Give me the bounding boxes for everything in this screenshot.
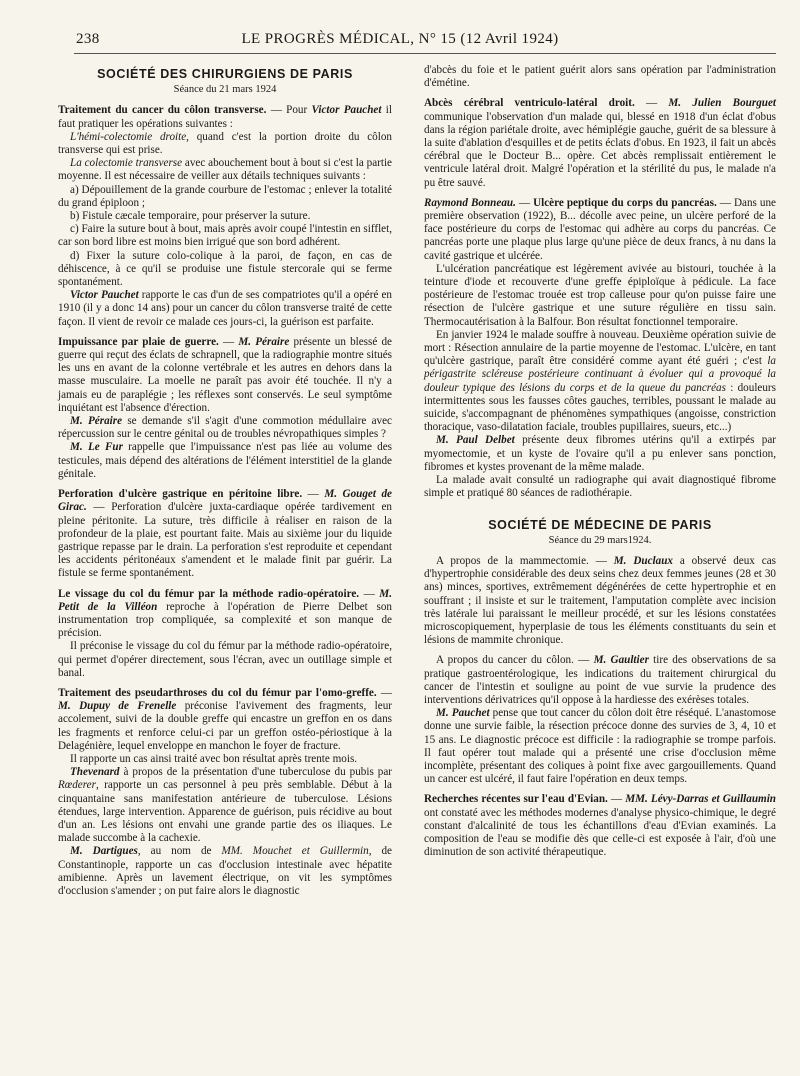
paragraph: L'ulcération pancréatique est légèrement avivée au bistouri, touchée à la teinture d'iode et recouverte d'une greffe épiploïque à pédicule. La face postérieure de l'estomac trouée est trop calleuse pour qu'on puisse faire une résection de l'ulcère gastrique et une suture régulière en tissu sain. Thermocautérisation à la Balfour. Bon résultat fonctionnel temporaire. [424,262,776,328]
session-date: Séance du 29 mars1924. [548,534,652,546]
paragraph-text: pense que tout cancer du côlon doit être réséqué. L'anastomose donne une survie faible, la résection précoce donne des survies de 3, 4, 10 et 15 ans. Le diagnostic précoce est difficile : la radiographie se trompe parfois. Il faut opérer tout malade qui a présenté une crise d'occlusion même incomplète, présentant des coliques à point fixe avec gargouillements. Quand un cancer est ulcéré, il faut faire l'opération en deux temps. [424,707,776,786]
paragraph-text: a observé deux cas d'hypertrophie considérable des deux seins chez deux femmes jeunes (28 et 30 ans) minces, sportives, extrêmement dégénérées de cette hypertrophie et en souffrant ; il insiste et sur le traitement, l'amputation complète avec incision très latérale lui paraissant le meilleur procédé, et sur les lésions constatées microscopiquement, hyperplasie de tous les éléments constituants du sein et lésions de mammite chronique. [424,554,776,647]
paragraph-text: rappelle que l'impuissance n'est pas liée au volume des testicules, mais dépend des altérations de l'élément interstitiel de la glande génitale. [58,441,392,480]
paragraph-text: tire des observations de sa pratique gastroentérologique, les indications du traitement chirurgical du cancer de l'intestin et souligne au point de vue survie la prudence des interventions dérivatrices qu'il oppose à la hardiesse des exérèses totales. [424,654,776,706]
separator: — [302,488,325,501]
session-date: Séance du 21 mars 1924 [173,84,277,96]
author-name: M. Dartigues [70,845,138,858]
paragraph [58,289,392,329]
page-number: 238 [76,31,100,47]
author-name: Rœderer [58,779,96,792]
paragraph-text: — Perforation d'ulcère juxta-cardiaque opérée tardivement en pleine péritonite. La suture, très difficile à réaliser en raison de la profondeur de la plaie, est pourtant faite. Mais au sixième jour du liquide gastrique repasse par le drain. La perforation s'est reproduite et cependant les accidents péritonéaux s'amendent et le malade finit par guérir. La fistule se ferme spontanément. [58,501,392,580]
paragraph-text: : douleurs intermittentes sous les fausses côtes gauches, terribles, poussant le malade au suicide, s'accompagnant de phénomènes sympathiques (angoisse, constriction thoracique, vaso-dilatation faciale, troubles pupillaires, sueurs, etc...) [424,381,776,434]
author-name: M. Petit de la Villéon [58,587,392,613]
italic-passage: la périgastrite scléreuse postérieure continuant à évoluer qui a provoqué la douleur typique des lésions du corps et de la queue du pancréas [424,355,776,394]
right-column [424,64,776,859]
paragraph-text: rapporte le cas d'un de ses compatriotes qu'il a opéré en 1910 (il y a donc 14 ans) pour un cancer du côlon transverse traité de cette façon. Il vient de revoir ce malade ces jours-ci, la guérison est parfaite. [58,289,392,328]
article-title: Le vissage du col du fémur par la méthode radio-opératoire. [58,587,360,600]
separator: — [588,554,614,567]
running-title: LE PROGRÈS MÉDICAL, N° 15 (12 Avril 1924) [241,31,559,47]
article-title: Traitement du cancer du côlon transverse. [58,104,267,117]
paragraph: Il rapporte un cas ainsi traité avec bon résultat après trente mois. [70,752,358,765]
paragraph-text: présente deux fibromes utérins qu'il a extirpés par myomectomie, et un kyste de l'ovaire qu'il a pu enlever sans ponction, fibromes et kystes provenant de la même malade. [424,434,776,473]
author-name: Thevenard [70,766,120,779]
author-name: Raymond Bonneau. [424,196,516,209]
header-rule [74,53,776,54]
paragraph [58,157,392,183]
separator: — [634,97,669,110]
paragraph [58,131,392,157]
article-abces-cerebral [424,97,776,189]
list-item: c) Faire la suture bout à bout, mais après avoir coupé l'intestin en sifflet, car son bord libre est moins bien irrigué que son bord adhérent. [58,223,392,249]
author-name: M. Duclaux [613,554,673,567]
article-title: Recherches récentes sur l'eau d'Evian. [424,793,608,806]
article-impuissance [58,336,392,415]
author-name: M. Gouget de Girac. [58,488,392,514]
article-vissage-col-femur [58,588,392,641]
author-name: Victor Pauchet [311,104,382,117]
society-heading: SOCIÉTÉ DE MÉDECINE DE PARIS [488,517,712,532]
article-cancer-colon [58,104,392,130]
article-title: Ulcère peptique du corps du pancréas. [533,196,717,209]
list-item: b) Fistule cæcale temporaire, pour préserver la suture. [70,210,311,223]
article-title: A propos du cancer du côlon. [436,654,574,667]
paragraph-text: , au nom de [137,845,222,858]
paragraph [424,707,776,786]
paragraph-text: avec abouchement bout à bout si c'est la partie moyenne. Il est nécessaire de veiller aux détails techniques suivants : [58,157,393,183]
author-name: M. Péraire [238,335,290,348]
separator: — [376,686,392,699]
article-title: Impuissance par plaie de guerre. [58,335,219,348]
separator: — Pour [266,104,312,117]
paragraph-text: se demande s'il s'agit d'une commotion médullaire avec répercussion sur le centre génital ou de troubles névropathiques simples ? [58,415,392,441]
paragraph [58,415,392,441]
paragraph-text: à propos de la présentation d'une tuberculose du pubis par [119,766,392,779]
separator: — [218,335,239,348]
paragraph-text: communique l'observation d'un malade qui, blessé en 1918 d'un éclat d'obus dans la région pariétale droite, avec hémiplégie gauche, guérit de sa blessure à la suite d'ablation d'esquilles et de petits éclats d'obus. En 1923, il fait un abcès cérébral que le Docteur B... opère. Cet abcès remplissait entièrement le ventricule latéral droit. Malgré l'opération et la stérilité du pus, le malade n'a pu être sauvé. [424,110,776,189]
paragraph [424,434,776,474]
paragraph-text: En janvier 1924 le malade souffre à nouveau. Deuxième opération suivie de mort : Résection annulaire de la partie moyenne de l'estomac. L'ulcère, en tant qu'ulcère gastrique, paraît être considéré comme ayant été guéri ; c'est [424,328,776,368]
article-cancer-colon-2 [424,654,776,707]
author-name: M. Paul Delbet [436,434,515,447]
paragraph-text: , de Constantinople, rapporte un cas d'occlusion intestinale avec hépatite amibienne. Après un lavement électrique, on vit les symptômes d'occlusion s'amender ; on put faire alors le diagnostic [58,845,392,897]
separator: — [607,793,626,806]
paragraph [58,441,392,481]
paragraph-text: quand c'est la portion droite du côlon transverse qui est prise. [58,130,392,157]
article-title: Traitement des pseudarthroses du col du fémur par l'omo-greffe. [58,686,377,699]
author-name: M. Péraire [70,415,123,428]
paragraph [58,845,392,898]
italic-term: L'hémi-colectomie droite, [70,130,189,143]
italic-term: La colectomie transverse [70,157,183,170]
section-gap [424,501,776,515]
left-column [58,64,392,898]
author-name: Victor Pauchet [70,289,139,302]
paragraph-text: , rapporte un cas personnel à peu près semblable. Début à la cinquantaine sans manifestation antérieure de tuberculose. Lésions étendues, large intervention. Apparence de guérison, puis récidive au bout d'un an. Les lésions ont envahi une grande partie des os iliaques. Le malade succombe à la cachexie. [58,779,392,845]
list-item: a) Dépouillement de la grande courbure de l'estomac ; enlever la totalité du grand épiploon ; [58,183,392,209]
author-name: MM. Lévy-Darras et Guillaumin [625,793,776,806]
paragraph-text: — Dans une première observation (1922), B... décolle avec peine, un ulcère perforé de la face postérieure du corps de l'estomac qui adhère au corps du pancréas. Ce pancréas porte une plaque plus large qu'une pièce de deux francs, à nu dans la cavité gastrique et ulcérée. [424,196,776,262]
paragraph: La malade avait consulté un radiographe qui avait diagnostiqué fibrome simple et pratiqué 80 séances de radiothérapie. [424,474,776,500]
article-eau-evian [424,793,776,859]
author-name: M. Pauchet [436,707,490,720]
article-title: Abcès cérébral ventriculo-latéral droit. [424,97,635,110]
article-title: Perforation d'ulcère gastrique en péritoine libre. [58,488,303,501]
article-mammectomie [424,555,776,647]
paragraph-text: présente un blessé de guerre qui reçut des éclats de schrapnell, que la radiographie montre situés les uns en avant de la colonne vertébrale et les autres en dehors dans la masse musculaire. La moelle ne paraît pas avoir été touchée. Il n'y a jamais eu de paraplégie ; les réflexes sont conservés. Le seul symptôme inquiétant est l'absence d'érection. [58,335,392,414]
list-item: d) Fixer la suture colo-colique à la paroi, de façon, en cas de déhiscence, à ce qu'il se produise une fistule stercorale qui se ferme spontanément. [58,249,392,289]
society-heading: SOCIÉTÉ DES CHIRURGIENS DE PARIS [97,67,353,81]
author-name: M. Gaultier [593,654,649,667]
article-perforation-ulcere [58,488,392,580]
paragraph: d'abcès du foie et le patient guérit alors sans opération par l'administration d'émétine. [424,64,776,90]
author-name: M. Le Fur [70,441,123,454]
separator: — [573,654,594,667]
paragraph-text: ont constaté avec les méthodes modernes d'analyse physico-chimique, le degré constant d'alcalinité de tous les échantillons d'eau d'Evian examinés. La composition de l'eau se modifie dès que celle-ci est exposée à l'air, d'où une diminution de son activité thérapeutique. [424,806,776,859]
separator: — [359,587,380,600]
running-header [46,28,754,52]
paragraph-text: préconise l'avivement des fragments, leur accolement, suivi de la double greffe qui encastre un greffon en os dans les fragments et renforce celui-ci par un greffon ostéo-périostique à la Delagénière, lequel enveloppe en manchon le foyer de fracture. [58,700,392,752]
paragraph-text: il faut pratiquer les opérations suivantes : [58,104,392,130]
separator: — [515,196,534,209]
author-name: MM. Mouchet et Guillermin [221,845,369,858]
article-ulcere-pancreas [424,197,776,263]
paragraph: Il préconise le vissage du col du fémur par la méthode radio-opératoire, qui permet d'opérer directement, sous l'écran, avec un outillage simple et banal. [58,640,392,679]
article-pseudarthroses [58,687,392,753]
author-name: M. Dupuy de Frenelle [58,700,177,713]
paragraph [424,329,776,435]
paragraph-text: reproche à l'opération de Pierre Delbet son instrumentation trop compliquée, sa complexité et son manque de précision. [58,600,392,640]
author-name: M. Julien Bourguet [668,97,777,110]
paragraph [58,766,392,845]
article-title: A propos de la mammectomie. [436,554,589,567]
